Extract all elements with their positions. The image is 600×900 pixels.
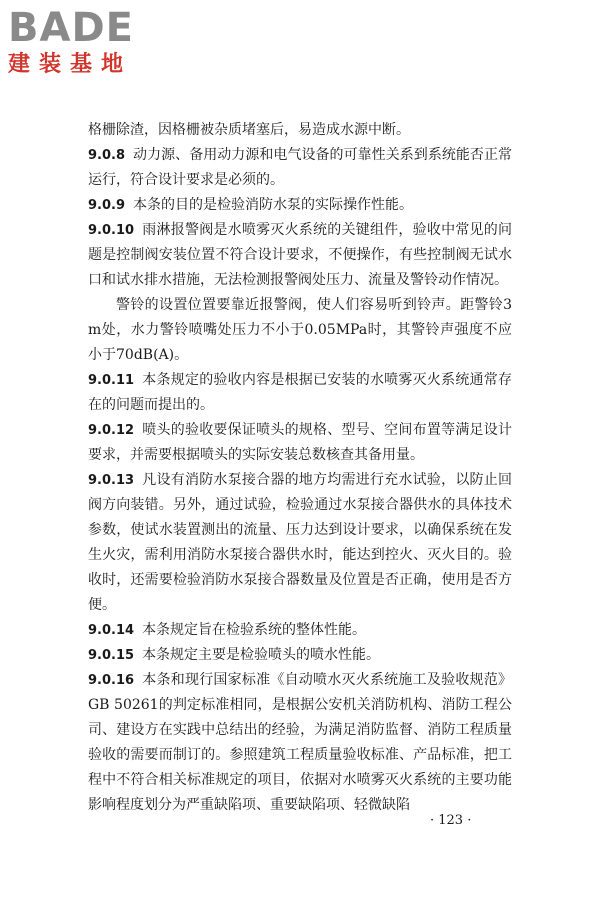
- paragraph-9-0-12: [88, 418, 512, 468]
- paragraph-text: 喷头的验收要保证喷头的规格、型号、空间布置等满足设计要求，并需要根据喷头的实际安装总数核查其备用量。: [88, 422, 512, 463]
- paragraph-text: 格栅除渣，因格栅被杂质堵塞后，易造成水源中断。: [88, 122, 410, 138]
- paragraph-9-0-15: [88, 643, 512, 668]
- paragraph-text: 警铃的设置位置要靠近报警阀，使人们容易听到铃声。距警铃3m处，水力警铃喷嘴处压力不小于0.05MPa时，其警铃声强度不应小于70dB(A)。: [88, 297, 512, 363]
- clause-number: 9.0.15: [88, 648, 135, 663]
- paragraph-continuation: [88, 118, 512, 143]
- paragraph-text: 本条的目的是检验消防水泵的实际操作性能。: [133, 197, 414, 213]
- clause-number: 9.0.10: [88, 223, 135, 238]
- clause-number: 9.0.12: [88, 423, 135, 438]
- paragraph-9-0-13: [88, 468, 512, 618]
- paragraph-9-0-9: [88, 193, 512, 218]
- logo-subtitle: 建装基地: [8, 52, 133, 77]
- paragraph-alarm-bell: [88, 293, 512, 368]
- paragraph-9-0-14: [88, 618, 512, 643]
- paragraph-text: 凡设有消防水泵接合器的地方均需进行充水试验，以防止回阀方向装错。另外，通过试验，检验通过水泵接合器供水的具体技术参数，使试水装置测出的流量、压力达到设计要求，以确保系统在发生火灾，需利用消防水泵接合器供水时，能达到控火、灭火目的。验收时，还需要检验消防水泵接合器数量及位置是否正确，使用是否方便。: [88, 472, 512, 613]
- clause-number: 9.0.8: [88, 148, 126, 163]
- page-number: · 123 ·: [430, 813, 472, 828]
- paragraph-text: 动力源、备用动力源和电气设备的可靠性关系到系统能否正常运行，符合设计要求是必须的。: [88, 147, 512, 188]
- paragraph-9-0-16: [88, 668, 512, 818]
- paragraph-text: 本条和现行国家标准《自动喷水灭火系统施工及验收规范》GB 50261的判定标准相同，是根据公安机关消防机构、消防工程公司、建设方在实践中总结出的经验，为满足消防监督、消防工程质量验收的需要而制订的。参照建筑工程质量验收标准、产品标准，把工程中不符合相关标准规定的项目，依据对水喷雾灭火系统的主要功能影响程度划分为严重缺陷项、重要缺陷项、轻微缺陷: [88, 672, 512, 813]
- clause-number: 9.0.11: [88, 373, 135, 388]
- clause-number: 9.0.13: [88, 473, 135, 488]
- logo-wordmark: BADE: [8, 5, 134, 51]
- logo: [8, 6, 178, 78]
- paragraph-9-0-8: [88, 143, 512, 193]
- paragraph-text: 本条规定主要是检验喷头的喷水性能。: [142, 647, 381, 663]
- clause-number: 9.0.16: [88, 673, 135, 688]
- paragraph-9-0-11: [88, 368, 512, 418]
- paragraph-text: 雨淋报警阀是水喷雾灭火系统的关键组件，验收中常见的问题是控制阀安装位置不符合设计要求，不便操作，有些控制阀无试水口和试水排水措施，无法检测报警阀处压力、流量及警铃动作情况。: [88, 222, 512, 288]
- clause-number: 9.0.9: [88, 198, 126, 213]
- paragraph-text: 本条规定旨在检验系统的整体性能。: [142, 622, 367, 638]
- paragraph-9-0-10: [88, 218, 512, 293]
- paragraph-text: 本条规定的验收内容是根据已安装的水喷雾灭火系统通常存在的问题而提出的。: [88, 372, 512, 413]
- clause-number: 9.0.14: [88, 623, 135, 638]
- document-body: [88, 118, 512, 818]
